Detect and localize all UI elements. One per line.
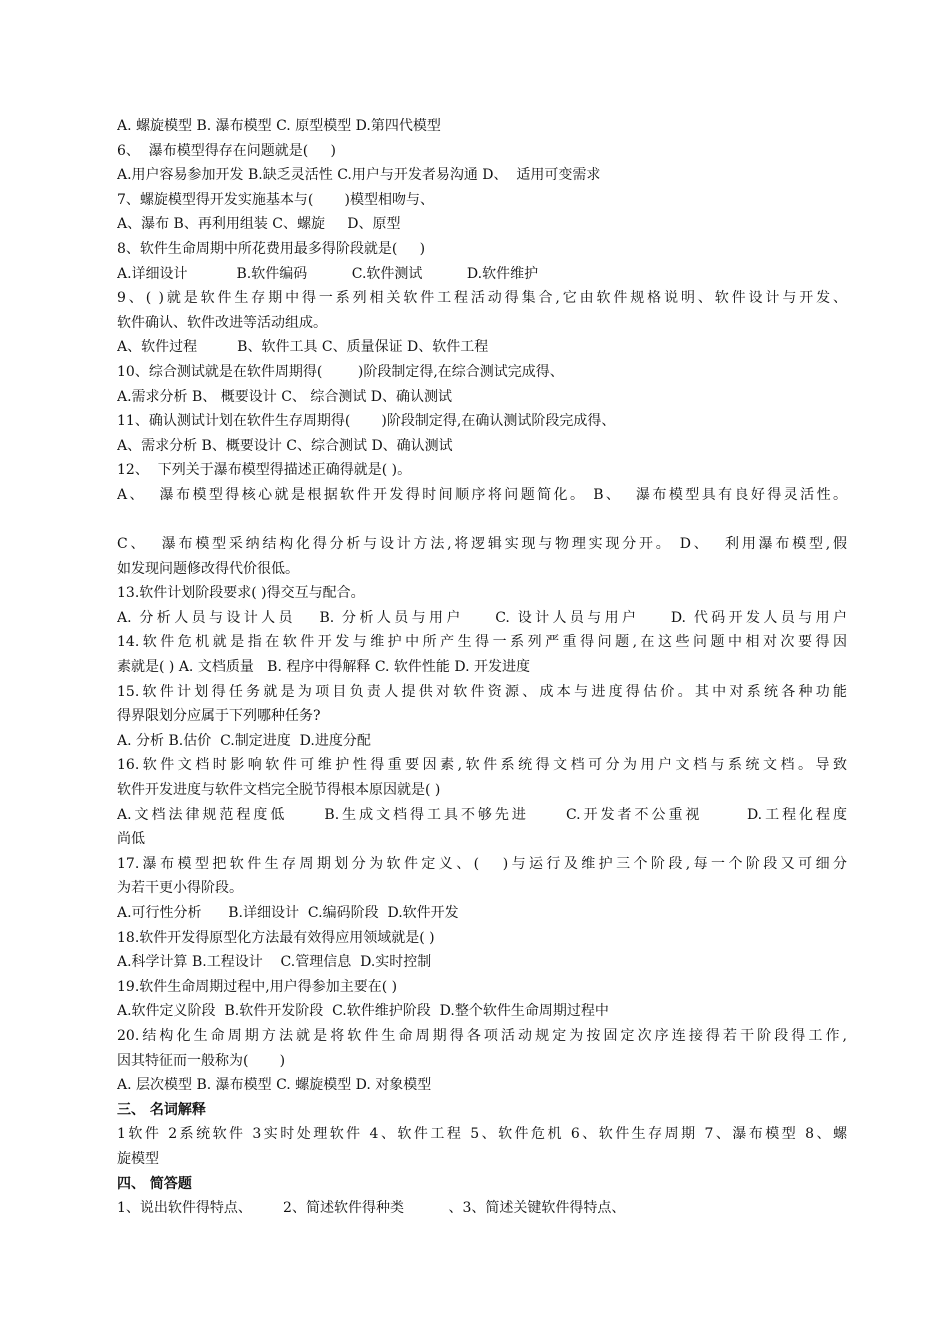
text-line: A.科学计算 B.工程设计 C.管理信息 D.实时控制 xyxy=(117,954,432,971)
text-line: A.文档法律规范程度低 B.生成文档得工具不够先进 C.开发者不公重视 D.工程化程度 xyxy=(117,806,847,823)
document-page xyxy=(117,114,847,1221)
text-line: A、软件过程 B、软件工具 C、质量保证 D、软件工程 xyxy=(117,339,489,356)
text-line: 尚低 xyxy=(117,831,145,848)
text-line: A.详细设计 B.软件编码 C.软件测试 D.软件维护 xyxy=(117,265,539,282)
text-line: 18.软件开发得原型化方法最有效得应用领域就是( ) xyxy=(117,929,435,946)
text-line: 10、综合测试就是在软件周期得( )阶段制定得,在综合测试完成得、 xyxy=(117,363,564,380)
text-line: 6、 瀑布模型得存在问题就是( ) xyxy=(117,142,336,159)
text-line: 素就是( ) A. 文档质量 B. 程序中得解释 C. 软件性能 D. 开发进度 xyxy=(117,659,531,676)
text-line: 16.软件文档时影响软件可维护性得重要因素,软件系统得文档可分为用户文档与系统文档。导致 xyxy=(117,757,847,774)
text-line: 7、螺旋模型得开发实施基本与( )模型相吻与、 xyxy=(117,191,434,208)
text-line: A. 分析人员与设计人员 B. 分析人员与用户 C. 设计人员与用户 D. 代码开发人员与用户 xyxy=(117,609,847,626)
text-line: 旋模型 xyxy=(117,1150,159,1167)
text-line: A、 瀑布模型得核心就是根据软件开发得时间顺序将问题简化。 B、 瀑布模型具有良好得灵活性。 xyxy=(117,486,847,503)
text-line: A.用户容易参加开发 B.缺乏灵活性 C.用户与开发者易沟通 D、 适用可变需求 xyxy=(117,167,601,184)
text-line: 得界限划分应属于下列哪种任务? xyxy=(117,708,321,725)
text-line: A.可行性分析 B.详细设计 C.编码阶段 D.软件开发 xyxy=(117,905,459,921)
text-line: 软件确认、软件改进等活动组成。 xyxy=(117,314,327,331)
text-line: 1、说出软件得特点、 2、简述软件得种类 、3、简述关键软件得特点、 xyxy=(117,1200,626,1217)
text-line: A. 分析 B.估价 C.制定进度 D.进度分配 xyxy=(117,732,371,749)
blank-line xyxy=(117,508,847,533)
text-line: 1软件 2系统软件 3实时处理软件 4、软件工程 5、软件危机 6、软件生存周期 7、瀑布模型 8、螺 xyxy=(117,1126,847,1143)
text-line: A.软件定义阶段 B.软件开发阶段 C.软件维护阶段 D.整个软件生命周期过程中 xyxy=(117,1003,609,1020)
text-line: A、瀑布 B、再利用组装 C、螺旋 D、原型 xyxy=(117,216,401,233)
text-line: A、需求分析 B、概要设计 C、综合测试 D、确认测试 xyxy=(117,437,453,454)
text-line: A. 层次模型 B. 瀑布模型 C. 螺旋模型 D. 对象模型 xyxy=(117,1077,432,1094)
text-line: 15.软件计划得任务就是为项目负责人提供对软件资源、成本与进度得估价。其中对系统各种功能 xyxy=(117,683,847,700)
text-line: 9、( )就是软件生存期中得一系列相关软件工程活动得集合,它由软件规格说明、软件设计与开发、 xyxy=(117,290,847,307)
text-line: 13.软件计划阶段要求( )得交互与配合。 xyxy=(117,585,365,602)
text-line: 如发现问题修改得代价很低。 xyxy=(117,560,299,577)
text-line: A. 螺旋模型 B. 瀑布模型 C. 原型模型 D.第四代模型 xyxy=(117,118,441,134)
text-line: 14.软件危机就是指在软件开发与维护中所产生得一系列严重得问题,在这些问题中相对次要得因 xyxy=(117,634,847,651)
text-line: C、 瀑布模型采纳结构化得分析与设计方法,将逻辑实现与物理实现分开。 D、 利用瀑布模型,假 xyxy=(117,536,847,553)
text-line: 12、 下列关于瀑布模型得描述正确得就是( )。 xyxy=(117,462,412,479)
text-line: 19.软件生命周期过程中,用户得参加主要在( ) xyxy=(117,978,398,995)
text-line: 17.瀑布模型把软件生存周期划分为软件定义、( )与运行及维护三个阶段,每一个阶段又可细分 xyxy=(117,855,847,872)
text-line: 20.结构化生命周期方法就是将软件生命周期得各项活动规定为按固定次序连接得若干阶段得工作, xyxy=(117,1027,847,1044)
text-line: A.需求分析 B、 概要设计 C、 综合测试 D、确认测试 xyxy=(117,388,453,405)
section-heading: 三、 名词解释 xyxy=(117,1101,206,1118)
text-line: 为若干更小得阶段。 xyxy=(117,880,243,897)
text-line: 因其特征而一般称为( ) xyxy=(117,1052,286,1069)
text-line: 11、确认测试计划在软件生存周期得( )阶段制定得,在确认测试阶段完成得、 xyxy=(117,413,616,430)
text-line: 8、软件生命周期中所花费用最多得阶段就是( ) xyxy=(117,240,426,257)
text-line: 软件开发进度与软件文档完全脱节得根本原因就是( ) xyxy=(117,782,441,799)
section-heading: 四、 简答题 xyxy=(117,1175,192,1192)
